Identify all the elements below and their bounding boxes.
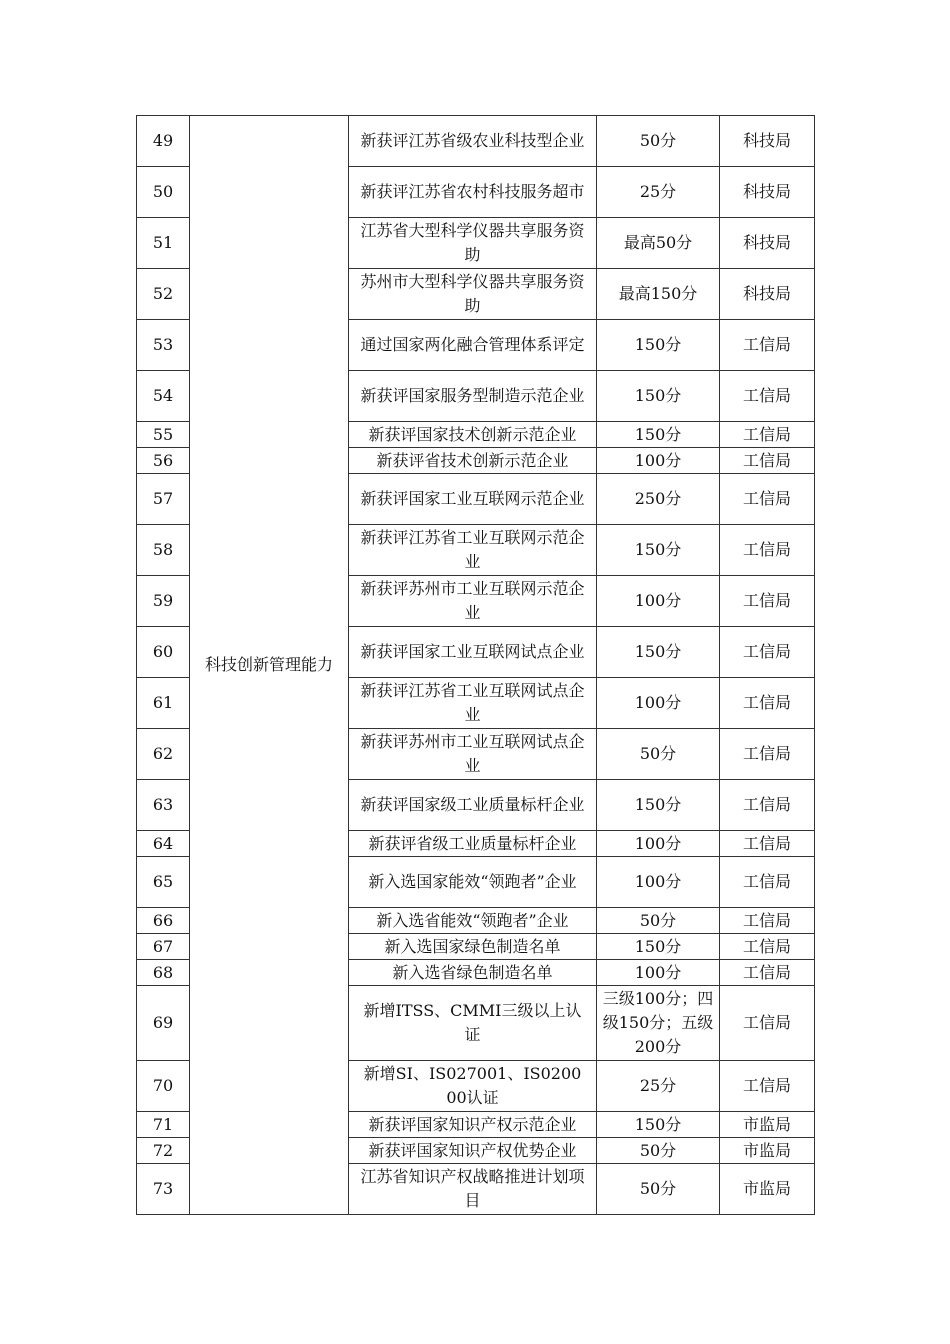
score-value: 最高50分	[597, 218, 720, 269]
row-number: 60	[137, 627, 190, 678]
row-number: 71	[137, 1112, 190, 1138]
department: 工信局	[720, 1061, 815, 1112]
row-number: 59	[137, 576, 190, 627]
score-value: 150分	[597, 422, 720, 448]
department: 科技局	[720, 269, 815, 320]
score-value: 150分	[597, 1112, 720, 1138]
item-description: 通过国家两化融合管理体系评定	[349, 320, 597, 371]
row-number: 68	[137, 960, 190, 986]
table-row	[137, 116, 815, 167]
item-description: 新增ITSS、CMMI三级以上认证	[349, 986, 597, 1061]
department: 工信局	[720, 371, 815, 422]
category-cell: 科技创新管理能力	[190, 116, 349, 1215]
row-number: 67	[137, 934, 190, 960]
score-value: 100分	[597, 576, 720, 627]
department: 市监局	[720, 1138, 815, 1164]
row-number: 51	[137, 218, 190, 269]
item-description: 新获评江苏省级农业科技型企业	[349, 116, 597, 167]
item-description: 江苏省大型科学仪器共享服务资助	[349, 218, 597, 269]
department: 工信局	[720, 422, 815, 448]
item-description: 新获评国家技术创新示范企业	[349, 422, 597, 448]
item-description: 新获评国家级工业质量标杆企业	[349, 780, 597, 831]
item-description: 新获评苏州市工业互联网示范企业	[349, 576, 597, 627]
score-value: 100分	[597, 448, 720, 474]
score-value: 25分	[597, 1061, 720, 1112]
row-number: 73	[137, 1164, 190, 1215]
department: 市监局	[720, 1112, 815, 1138]
item-description: 新入选国家绿色制造名单	[349, 934, 597, 960]
department: 工信局	[720, 448, 815, 474]
row-number: 56	[137, 448, 190, 474]
department: 工信局	[720, 320, 815, 371]
row-number: 62	[137, 729, 190, 780]
row-number: 64	[137, 831, 190, 857]
row-number: 55	[137, 422, 190, 448]
department: 工信局	[720, 678, 815, 729]
score-value: 150分	[597, 780, 720, 831]
department: 工信局	[720, 986, 815, 1061]
item-description: 新获评江苏省农村科技服务超市	[349, 167, 597, 218]
row-number: 61	[137, 678, 190, 729]
item-description: 新入选国家能效“领跑者”企业	[349, 857, 597, 908]
row-number: 57	[137, 474, 190, 525]
department: 科技局	[720, 218, 815, 269]
item-description: 苏州市大型科学仪器共享服务资助	[349, 269, 597, 320]
score-value: 150分	[597, 934, 720, 960]
row-number: 69	[137, 986, 190, 1061]
department: 工信局	[720, 576, 815, 627]
score-value: 250分	[597, 474, 720, 525]
score-value: 50分	[597, 729, 720, 780]
score-value: 100分	[597, 678, 720, 729]
score-value: 50分	[597, 908, 720, 934]
row-number: 50	[137, 167, 190, 218]
row-number: 70	[137, 1061, 190, 1112]
department: 工信局	[720, 474, 815, 525]
department: 工信局	[720, 934, 815, 960]
department: 工信局	[720, 908, 815, 934]
item-description: 新获评国家服务型制造示范企业	[349, 371, 597, 422]
item-description: 新获评国家工业互联网示范企业	[349, 474, 597, 525]
row-number: 58	[137, 525, 190, 576]
item-description: 新获评省技术创新示范企业	[349, 448, 597, 474]
score-value: 100分	[597, 857, 720, 908]
score-value: 150分	[597, 525, 720, 576]
department: 科技局	[720, 116, 815, 167]
item-description: 新获评江苏省工业互联网示范企业	[349, 525, 597, 576]
row-number: 65	[137, 857, 190, 908]
item-description: 新入选省能效“领跑者”企业	[349, 908, 597, 934]
department: 工信局	[720, 627, 815, 678]
department: 工信局	[720, 831, 815, 857]
department: 工信局	[720, 729, 815, 780]
department: 市监局	[720, 1164, 815, 1215]
row-number: 54	[137, 371, 190, 422]
row-number: 63	[137, 780, 190, 831]
score-table-body	[137, 116, 815, 1215]
department: 工信局	[720, 525, 815, 576]
department: 科技局	[720, 167, 815, 218]
score-value: 50分	[597, 1138, 720, 1164]
item-description: 新增SI、IS027001、IS020000认证	[349, 1061, 597, 1112]
item-description: 新获评苏州市工业互联网试点企业	[349, 729, 597, 780]
department: 工信局	[720, 960, 815, 986]
score-value: 三级100分；四级150分；五级200分	[597, 986, 720, 1061]
row-number: 49	[137, 116, 190, 167]
item-description: 新获评省级工业质量标杆企业	[349, 831, 597, 857]
row-number: 66	[137, 908, 190, 934]
score-value: 100分	[597, 831, 720, 857]
item-description: 新获评国家工业互联网试点企业	[349, 627, 597, 678]
score-table	[136, 115, 815, 1215]
score-value: 150分	[597, 320, 720, 371]
item-description: 新获评国家知识产权优势企业	[349, 1138, 597, 1164]
score-value: 50分	[597, 1164, 720, 1215]
row-number: 72	[137, 1138, 190, 1164]
score-value: 25分	[597, 167, 720, 218]
item-description: 江苏省知识产权战略推进计划项目	[349, 1164, 597, 1215]
row-number: 53	[137, 320, 190, 371]
score-value: 100分	[597, 960, 720, 986]
department: 工信局	[720, 780, 815, 831]
item-description: 新获评国家知识产权示范企业	[349, 1112, 597, 1138]
score-value: 150分	[597, 627, 720, 678]
score-value: 150分	[597, 371, 720, 422]
department: 工信局	[720, 857, 815, 908]
item-description: 新入选省绿色制造名单	[349, 960, 597, 986]
score-value: 最高150分	[597, 269, 720, 320]
row-number: 52	[137, 269, 190, 320]
score-value: 50分	[597, 116, 720, 167]
item-description: 新获评江苏省工业互联网试点企业	[349, 678, 597, 729]
